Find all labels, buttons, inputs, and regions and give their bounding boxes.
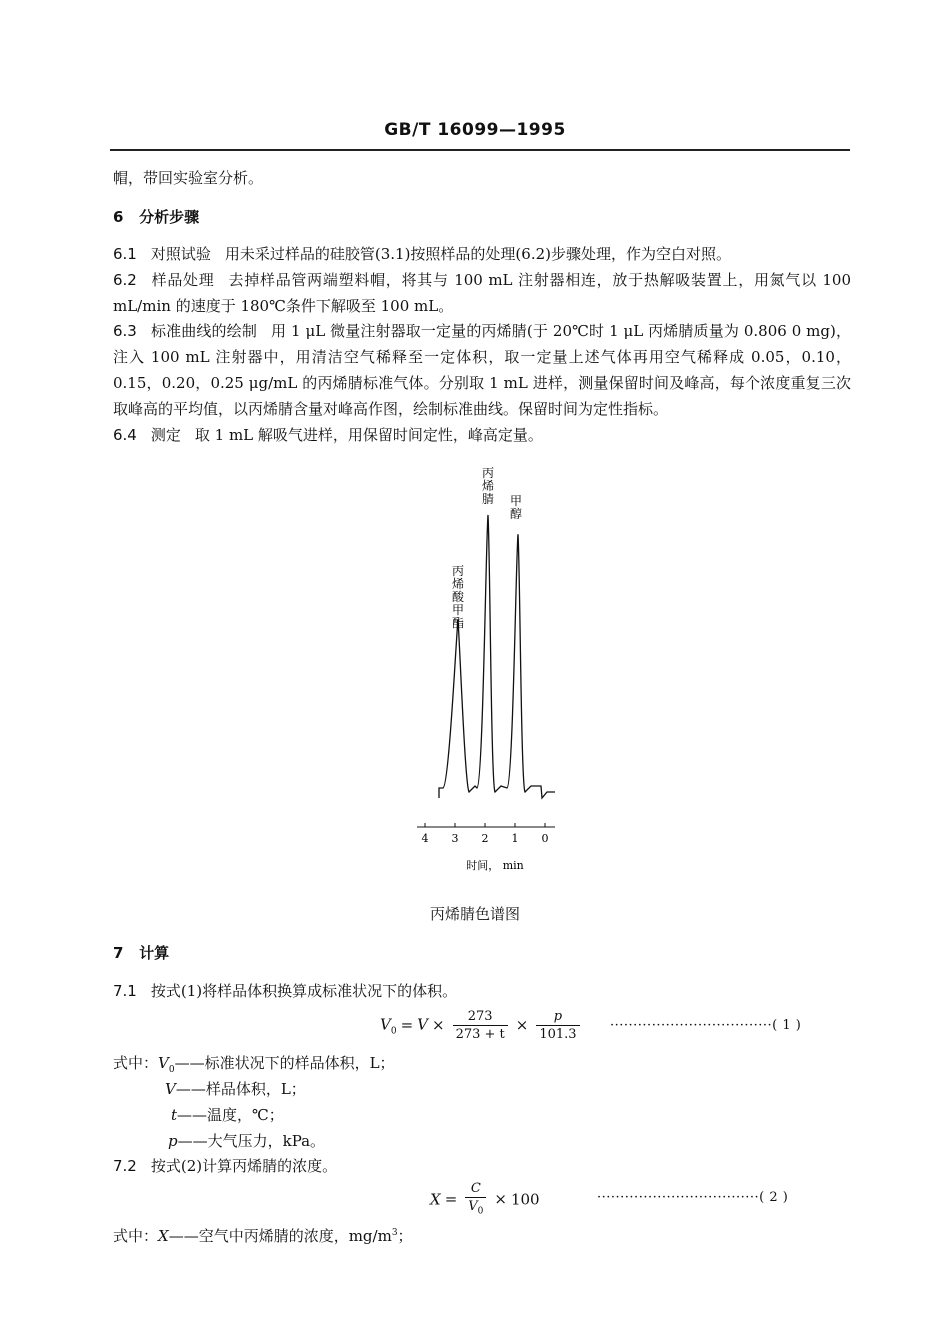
item-7-2: 7.2 按式(2)计算丙烯腈的浓度。 — [113, 1157, 338, 1175]
defs1-row-3: p——大气压力，kPa。 — [168, 1132, 326, 1150]
x-tick-label: 0 — [541, 832, 549, 845]
x-tick-label: 2 — [481, 832, 489, 845]
equation-2: X = $\frac{C}{V_0}$ × 100 — [430, 1180, 540, 1221]
x-tick-label: 1 — [511, 832, 519, 845]
section-6-heading — [113, 207, 199, 227]
peak-label-char: 醇 — [509, 507, 523, 521]
fraction-pressure: $\frac{p}{101.3}$ — [536, 1008, 579, 1043]
defs1-row-0: 式中：$V_0——$标准状况下的样品体积，L； — [113, 1054, 395, 1075]
chromatogram-trace — [439, 515, 555, 798]
section-6-title: 分析步骤 — [139, 208, 200, 226]
x-tick-label: 4 — [421, 832, 429, 845]
defs1-row-1: V——样品体积，L； — [165, 1080, 306, 1098]
x-tick-label: 3 — [451, 832, 459, 845]
fraction-concentration: $\frac{C}{V_0}$ — [465, 1180, 486, 1221]
peak-label-char: 烯 — [481, 479, 495, 493]
peak-label-char: 酸 — [451, 590, 465, 604]
equation-1: $V_0 = V$ × $\frac{273}{273 + t}$ × $\frac{p}{101.3}$ — [380, 1008, 584, 1043]
fraction-temperature: $\frac{273}{273 + t}$ — [453, 1008, 508, 1043]
item-6-1: 6.1 对照试验 用未采过样品的硅胶管(3.1)按照样品的处理(6.2)步骤处理，作为空白对照。 — [113, 245, 731, 263]
peak-label-char: 酯 — [451, 616, 465, 630]
standard-number: GB/T 16099—1995 — [384, 120, 566, 140]
peak-label-char: 丙 — [451, 564, 465, 578]
peak-label-char: 烯 — [451, 577, 465, 591]
section-7-title: 计算 — [139, 944, 170, 962]
section-7-number: 7 — [113, 944, 124, 962]
item-6-4: 6.4 测定 取 1 mL 解吸气进样，用保留时间定性，峰高定量。 — [113, 425, 543, 444]
peak-label-char: 丙 — [481, 466, 495, 480]
chromatogram-chart — [405, 465, 575, 875]
chart-caption: 丙烯腈色谱图 — [429, 905, 520, 923]
item-6-2: 6.2 样品处理 去掉样品管两端塑料帽，将其与 100 mL 注射器相连，放于热解吸装置上，用氮气以 100 mL/min 的速度于 180℃条件下解吸至 100 mL。 — [113, 270, 851, 315]
section-6-number: 6 — [113, 208, 124, 226]
section-7-heading — [113, 943, 169, 963]
defs2-row: 式中：X——空气中丙烯腈的浓度，$mg/m^3$； — [113, 1227, 413, 1245]
item-6-3: 6.3 标准曲线的绘制 用 1 μL 微量注射器取一定量的丙烯腈(于 20℃时 1 μL 丙烯腈质量为 0.806 0 mg)，注入 100 mL 注射器中，用清洁空气稀释至一定体积，取一定量上述气体再用空气稀释成 0.05，0.10，0.15，0.20，0.25 μg/mL 的丙烯腈标准气体。分别取 1 mL 进样，测量保留时间及峰高，每个浓度重复三次取峰高的平均值，以丙烯腈含量对峰高作图，绘制标准曲线。保留时间为定性指标。 — [113, 322, 851, 418]
equation-2-leader: ···································( 2 ) — [597, 1190, 789, 1205]
item-7-1: 7.1 按式(1)将样品体积换算成标准状况下的体积。 — [113, 982, 458, 1000]
peak-label-char: 甲 — [509, 494, 523, 508]
header-rule — [110, 149, 850, 151]
intro-line: 帽，带回实验室分析。 — [113, 169, 264, 187]
x-axis-label: 时间， min — [466, 859, 524, 872]
peak-label-char: 甲 — [451, 603, 465, 617]
section-6-body — [113, 242, 851, 448]
equation-1-leader: ···································( 1 ) — [610, 1018, 802, 1033]
peak-label-char: 腈 — [481, 492, 495, 506]
x-ticks — [422, 823, 549, 845]
defs1-row-2: t——温度，℃； — [171, 1106, 284, 1124]
